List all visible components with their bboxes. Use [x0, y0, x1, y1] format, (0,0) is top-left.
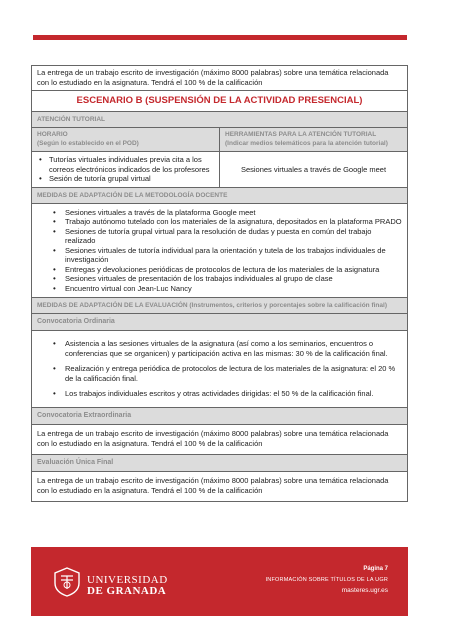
list-item: • Sesiones virtuales a través de la plataforma Google meet — [37, 208, 402, 218]
herramientas-header: HERRAMIENTAS PARA LA ATENCIÓN TUTORIAL — [225, 131, 377, 138]
university-name-line1: UNIVERSIDAD — [87, 574, 168, 586]
herramientas-cell — [220, 152, 407, 187]
top-red-rule — [33, 35, 407, 40]
list-item: • Trabajo autónomo tutelado con los materiales de la asignatura, depositados en la plataforma PRADO — [37, 217, 402, 227]
footer-link[interactable]: masteres.ugr.es — [341, 587, 388, 594]
list-item: • Sesiones de tutoría grupal virtual para la resolución de dudas y puesta en común del trabajo realizado — [37, 227, 402, 246]
university-seal-icon — [53, 567, 81, 597]
ordinaria-header: Convocatoria Ordinaria — [32, 314, 407, 330]
ordinaria-list — [32, 331, 407, 407]
horario-header: HORARIO — [37, 131, 68, 138]
scenario-title: ESCENARIO B (SUSPENSIÓN DE LA ACTIVIDAD PRESENCIAL) — [76, 95, 363, 106]
intro-row — [32, 66, 407, 91]
list-item: • Sesiones virtuales de tutoría individual para la orientación y tutela de los trabajos individuales de investigación — [37, 246, 402, 265]
unica-content-row — [32, 472, 407, 501]
evaluacion-header: MEDIDAS DE ADAPTACIÓN DE LA EVALUACIÓN (Instrumentos, criterios y porcentajes sobre la calificación final) — [32, 298, 407, 313]
herramientas-header-cell — [220, 128, 407, 151]
herramientas-value: Sesiones virtuales a través de Google meet — [240, 164, 387, 174]
extraordinaria-content-row — [32, 425, 407, 455]
horario-subheader: (Según lo establecido en el POD) — [37, 139, 139, 147]
extraordinaria-header-row — [32, 408, 407, 425]
unica-text: La entrega de un trabajo escrito de investigación (máximo 8000 palabras) sobre una temática relacionada con lo estudiado en la asignatura. Tendrá el 100 % de la calificación — [37, 475, 389, 495]
evaluacion-header-row — [32, 298, 407, 314]
ordinaria-header-row — [32, 314, 407, 331]
horario-list — [32, 152, 219, 187]
university-name-line2: DE GRANADA — [87, 585, 167, 597]
footer-band — [31, 547, 408, 616]
list-item: • Asistencia a las sesiones virtuales de la asignatura (así como a los seminarios, encuentros o conferencias que se organicen) y participación activa en las mismas: 30 % de la calificación final. — [37, 339, 402, 358]
list-item: • Los trabajos individuales escritos y otras actividades dirigidas: el 50 % de la calificación final. — [37, 389, 402, 399]
herramientas-subheader: (Indicar medios telemáticos para la atención tutorial) — [225, 139, 388, 147]
scenario-row — [32, 91, 407, 112]
guide-table — [31, 65, 408, 502]
list-item: • Entregas y devoluciones periódicas de protocolos de lectura de los materiales de la asignatura — [37, 265, 402, 275]
atencion-tutorial-row — [32, 112, 407, 128]
list-item: • Sesiones virtuales de presentación de los trabajos individuales al grupo de clase — [37, 274, 402, 284]
tutorial-header-row — [32, 128, 407, 152]
metodologia-content-row — [32, 204, 407, 299]
intro-text: La entrega de un trabajo escrito de investigación (máximo 8000 palabras) sobre una temática relacionada con lo estudiado en la asignatura. Tendrá el 100 % de la calificación — [37, 68, 389, 87]
page-number: Página 7 — [363, 566, 388, 572]
list-item: • Tutorías virtuales individuales previa cita a los correos electrónicos indicados de los profesores — [37, 155, 214, 174]
unica-header: Evaluación Única Final — [32, 455, 407, 471]
horario-cell — [32, 152, 220, 187]
footer-info: INFORMACIÓN SOBRE TÍTULOS DE LA UGR — [265, 577, 388, 583]
list-item: • Encuentro virtual con Jean-Luc Nancy — [37, 284, 402, 294]
tutorial-content-row — [32, 152, 407, 188]
list-item: • Realización y entrega periódica de protocolos de lectura de los materiales de la asignatura: el 20 % de la calificación final. — [37, 364, 402, 383]
list-item: • Sesión de tutoría grupal virtual — [37, 174, 214, 184]
metodologia-header: MEDIDAS DE ADAPTACIÓN DE LA METODOLOGÍA DOCENTE — [32, 188, 407, 203]
atencion-tutorial-header: ATENCIÓN TUTORIAL — [32, 112, 407, 127]
extraordinaria-text: La entrega de un trabajo escrito de investigación (máximo 8000 palabras) sobre una temática relacionada con lo estudiado en la asignatura. Tendrá el 100 % de la calificación — [37, 428, 389, 448]
horario-header-cell — [32, 128, 220, 151]
ordinaria-content-row — [32, 331, 407, 408]
extraordinaria-header: Convocatoria Extraordinaria — [32, 408, 407, 424]
metodologia-list — [32, 204, 407, 298]
unica-header-row — [32, 455, 407, 472]
metodologia-header-row — [32, 188, 407, 204]
